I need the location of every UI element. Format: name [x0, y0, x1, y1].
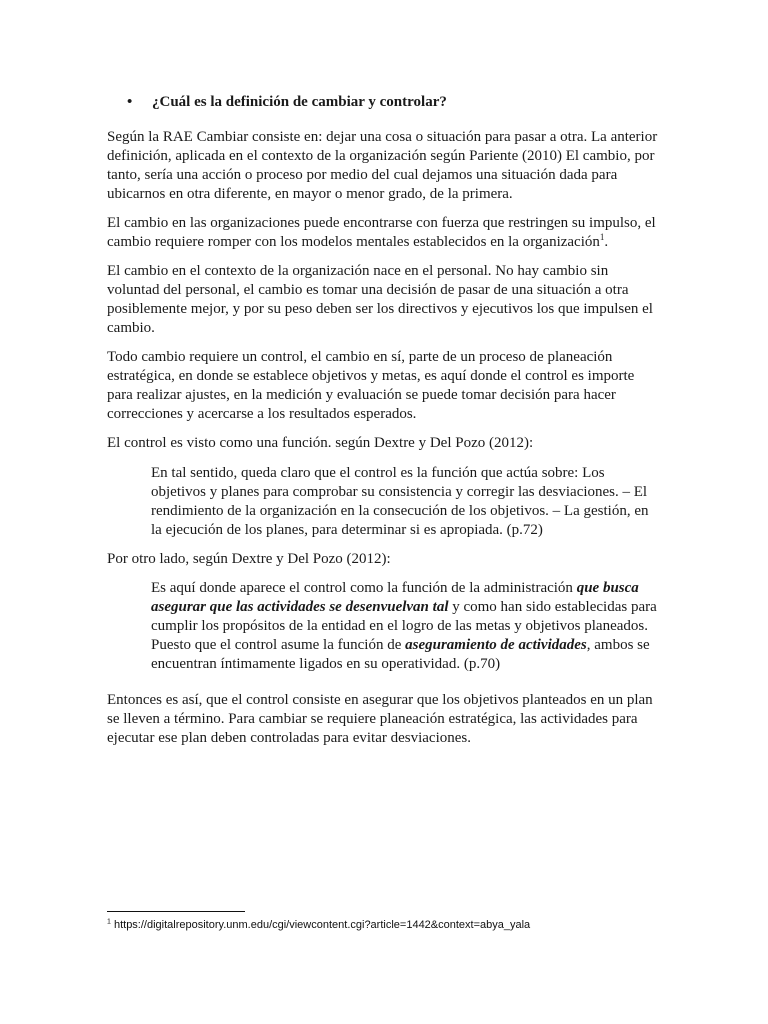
paragraph-text: El cambio en las organizaciones puede encontrarse con fuerza que restringen su impulso, el cambio requiere romper con los modelos mentales establecidos en la organización — [107, 215, 656, 250]
block-quote-control-administration — [151, 579, 663, 674]
footnote-separator — [107, 911, 245, 912]
footnote-number: 1 — [107, 918, 111, 926]
paragraph-change-in-personnel: El cambio en el contexto de la organización nace en el personal. No hay cambio sin voluntad del personal, el cambio es tomar una decisión de pasar de una situación a otra posiblemente mejor, y por su peso deben ser los directivos y ejecutivos los que impulsen el cambio. — [107, 263, 653, 336]
footnote-reference[interactable]: 1 — [599, 232, 605, 242]
bullet-icon: • — [127, 94, 133, 110]
footnote-link[interactable]: https://digitalrepository.unm.edu/cgi/viewcontent.cgi?article=1442&context=abya_yala — [110, 919, 531, 931]
paragraph-definition-change: Según la RAE Cambiar consiste en: dejar una cosa o situación para pasar a otra. La anterior definición, aplicada en el contexto de la organización según Pariente (2010) El cambio, por tanto, sería una acción o proceso por medio del cual dejamos una situación dada para ubicarnos en otra diferente, en mayor o menor grado, de la primera. — [107, 129, 658, 202]
quote-emphasis: que busca asegurar que las actividades se desenvuelvan tal — [151, 580, 639, 615]
quote-text: , ambos se encuentran íntimamente ligados en su operatividad. (p.70) — [151, 637, 650, 672]
paragraph-change-requires-control: Todo cambio requiere un control, el cambio en sí, parte de un proceso de planeación estratégica, en donde se establece objetivos y metas, es aquí donde el control es importe para realizar ajustes, en la medición y evaluación se puede tomar decisión para hacer correcciones y acercarse a los resultados esperados. — [107, 349, 635, 422]
paragraph-control-intro: El control es visto como una función. según Dextre y Del Pozo (2012): — [107, 435, 534, 451]
paragraph-end: . — [604, 234, 609, 250]
paragraph-other-side: Por otro lado, según Dextre y Del Pozo (2012): — [107, 551, 391, 567]
heading-text: ¿Cuál es la definición de cambiar y controlar? — [152, 94, 447, 110]
quote-emphasis: aseguramiento de actividades — [405, 637, 587, 653]
quote-text: Es aquí donde aparece el control como la función de la administración — [151, 580, 577, 596]
paragraph-organizational-change — [107, 214, 663, 252]
block-quote-control-function: En tal sentido, queda claro que el control es la función que actúa sobre: Los objetivos y planes para comprobar su consistencia y corregir las desviaciones. – El rendimiento de la organización en la consecución de los objetivos. – La gestión, en la ejecución de los planes, para determinar si es apropiada. (p.72) — [151, 465, 649, 538]
paragraph-conclusion: Entonces es así, que el control consiste en asegurar que los objetivos planteados en un plan se lleven a término. Para cambiar se requiere planeación estratégica, las actividades para ejecutar ese plan deben controladas para evitar desviaciones. — [107, 692, 653, 746]
quote-text: y como han sido establecidas para cumplir los propósitos de la entidad en el logro de las metas y objetivos planeados. Puesto que el control asume la función de — [151, 599, 657, 653]
footnote — [107, 918, 530, 932]
